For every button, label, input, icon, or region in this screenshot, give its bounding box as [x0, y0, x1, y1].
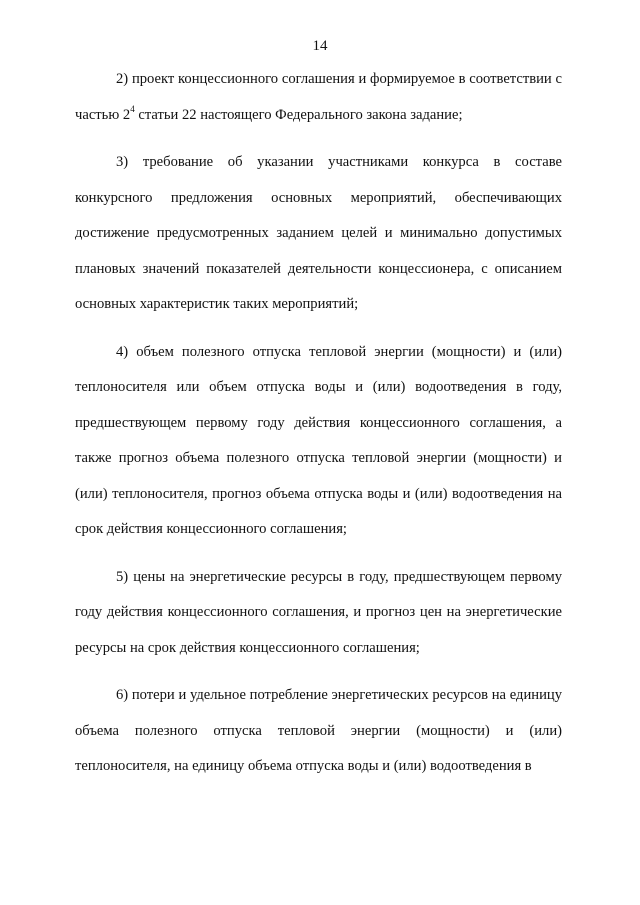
document-body [75, 62, 562, 797]
paragraph-item-4: 4) объем полезного отпуска тепловой энергии (мощности) и (или) теплоносителя или объем отпуска воды и (или) водоотведения в году, предшествующем первому году действия концессионного соглашения, а также прогноз объема полезного отпуска тепловой энергии (мощности) и (или) теплоносителя, прогноз объема отпуска воды и (или) водоотведения на срок действия концессионного соглашения; [75, 343, 562, 537]
paragraph-text: 2) проект концессионного соглашения и формируемое в соответствии с частью 2 [75, 71, 562, 123]
paragraph-item-5: 5) цены на энергетические ресурсы в году, предшествующем первому году действия концессионного соглашения, и прогноз цен на энергетические ресурсы на срок действия концессионного соглашения; [75, 568, 562, 656]
page-number: 14 [312, 38, 328, 54]
paragraph-item-2 [75, 62, 562, 133]
paragraph-text-continued: статьи 22 настоящего Федерального закона задание; [134, 106, 463, 123]
paragraph-item-3: 3) требование об указании участниками конкурса в составе конкурсного предложения основных мероприятий, обеспечивающих достижение предусмотренных заданием целей и минимально допустимых плановых значений показателей деятельности концессионера, с описанием основных характеристик таких мероприятий; [75, 154, 562, 312]
superscript: 4 [130, 103, 135, 114]
paragraph-item-6: 6) потери и удельное потребление энергетических ресурсов на единицу объема полезного отпуска тепловой энергии (мощности) и (или) теплоносителя, на единицу объема отпуска воды и (или) водоотведения в [75, 687, 562, 774]
